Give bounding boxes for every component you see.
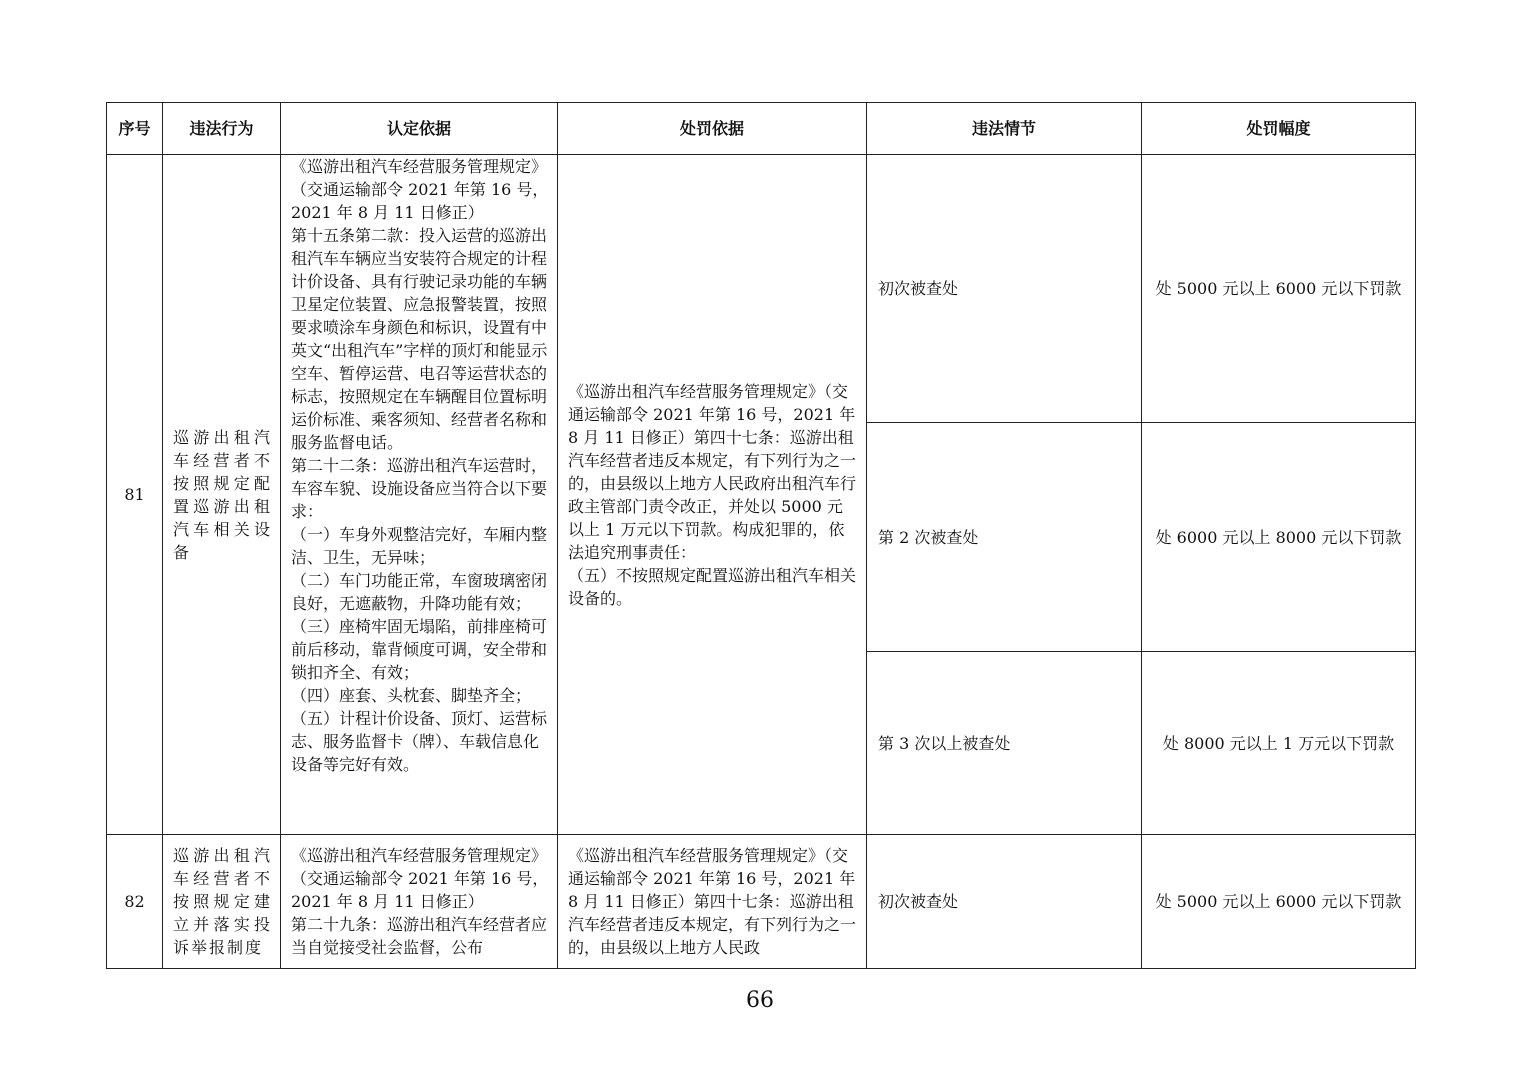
tier-amount: 处 6000 元以上 8000 元以下罚款	[1142, 423, 1416, 652]
header-basis: 认定依据	[281, 103, 558, 155]
header-amount: 处罚幅度	[1142, 103, 1416, 155]
tier-situation: 初次被查处	[867, 155, 1142, 423]
table-row	[107, 155, 1416, 423]
header-row	[107, 103, 1416, 155]
tier-situation: 第 3 次以上被查处	[867, 652, 1142, 835]
header-penalty-basis: 处罚依据	[558, 103, 867, 155]
header-num: 序号	[107, 103, 163, 155]
row-basis: 《巡游出租汽车经营服务管理规定》（交通运输部令 2021 年第 16 号，2021 年 8 月 11 日修正） 第十五条第二款：投入运营的巡游出租汽车车辆应当安装符合规定的计程计价设备、具有行驶记录功能的车辆卫星定位装置、应急报警装置，按照要求喷涂车身颜色和标识，设置有中英文“出租汽车”字样的顶灯和能显示空车、暂停运营、电召等运营状态的标志，按照规定在车辆醒目位置标明运价标准、乘客须知、经营者名称和服务监督电话。 第二十二条：巡游出租汽车运营时，车容车貌、设施设备应当符合以下要求： （一）车身外观整洁完好，车厢内整洁、卫生，无异味； （二）车门功能正常，车窗玻璃密闭良好，无遮蔽物，升降功能有效； （三）座椅牢固无塌陷，前排座椅可前后移动，靠背倾度可调，安全带和锁扣齐全、有效； （四）座套、头枕套、脚垫齐全； （五）计程计价设备、顶灯、运营标志、服务监督卡（牌）、车载信息化设备等完好有效。	[281, 155, 558, 835]
tier-amount: 处 5000 元以上 6000 元以下罚款	[1142, 155, 1416, 423]
row-num: 81	[107, 155, 163, 835]
page-number: 66	[746, 988, 774, 1013]
tier-amount: 处 5000 元以上 6000 元以下罚款	[1142, 835, 1416, 969]
row-penalty-basis: 《巡游出租汽车经营服务管理规定》（交通运输部令 2021 年第 16 号，2021 年 8 月 11 日修正）第四十七条：巡游出租汽车经营者违反本规定，有下列行为之一的，由县级以上地方人民政	[558, 835, 867, 969]
row-num: 82	[107, 835, 163, 969]
tier-situation: 第 2 次被查处	[867, 423, 1142, 652]
tier-situation: 初次被查处	[867, 835, 1142, 969]
table-row	[107, 835, 1416, 969]
row-basis: 《巡游出租汽车经营服务管理规定》（交通运输部令 2021 年第 16 号，2021 年 8 月 11 日修正） 第二十九条：巡游出租汽车经营者应当自觉接受社会监督，公布	[281, 835, 558, 969]
header-situation: 违法情节	[867, 103, 1142, 155]
row-act: 巡游出租汽车经营者不按照规定配置巡游出租汽车相关设备	[163, 155, 281, 835]
header-act: 违法行为	[163, 103, 281, 155]
row-act: 巡游出租汽车经营者不按照规定建立并落实投诉举报制度	[163, 835, 281, 969]
row-penalty-basis: 《巡游出租汽车经营服务管理规定》（交通运输部令 2021 年第 16 号，2021 年 8 月 11 日修正）第四十七条：巡游出租汽车经营者违反本规定，有下列行为之一的，由县级以上地方人民政府出租汽车行政主管部门责令改正，并处以 5000 元以上 1 万元以下罚款。构成犯罪的，依法追究刑事责任： （五）不按照规定配置巡游出租汽车相关设备的。	[558, 155, 867, 835]
tier-amount: 处 8000 元以上 1 万元以下罚款	[1142, 652, 1416, 835]
penalty-table	[106, 102, 1416, 969]
